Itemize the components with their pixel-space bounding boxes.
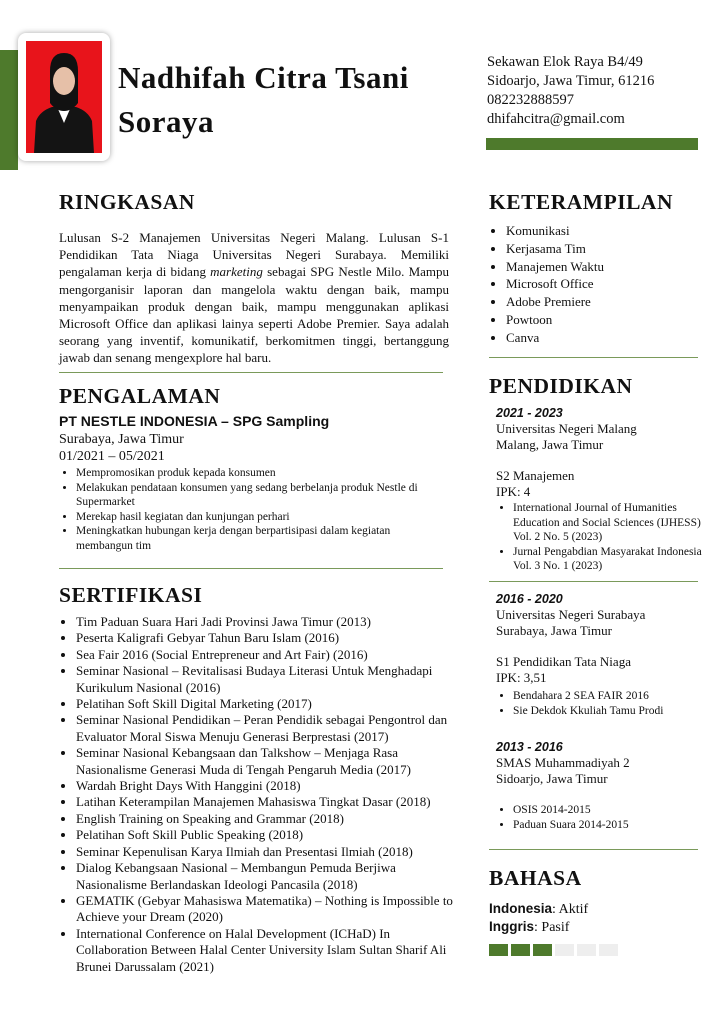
list-item: • Dialog Kebangsaan Nasional – Membangun Pemuda Berjiwa Nasionalisme Berlandaskan Ideologi Pancasila (2018): [76, 860, 461, 893]
list-item: • Seminar Nasional Pendidikan – Peran Pendidik sebagai Pengontrol dan Evaluator Moral Siswa Menuju Generasi Berprestasi (2017): [76, 712, 461, 745]
list-item: • Sea Fair 2016 (Social Entrepreneur and Art Fair) (2016): [76, 647, 461, 663]
education-heading: PENDIDIKAN: [489, 374, 633, 398]
left-accent-bar: [0, 50, 18, 170]
list-item: • Manajemen Waktu: [506, 258, 704, 276]
education-location: Malang, Jawa Timur: [496, 437, 604, 452]
summary-text-italic: marketing: [210, 264, 263, 280]
education-location: Surabaya, Jawa Timur: [496, 623, 612, 638]
header-accent-bar: [486, 138, 698, 150]
address-line-1: Sekawan Elok Raya B4/49: [487, 54, 643, 70]
profile-photo: [26, 41, 102, 153]
name-line-1: Nadhifah Citra Tsani: [118, 60, 409, 95]
divider: [59, 568, 443, 569]
education-school: Universitas Negeri Surabaya: [496, 607, 646, 622]
skills-heading: KETERAMPILAN: [489, 190, 673, 214]
list-item: • Meningkatkan hubungan kerja dengan berpartisipasi dalam kegiatan membangun tim: [76, 524, 449, 553]
list-item: • Tim Paduan Suara Hari Jadi Provinsi Jawa Timur (2013): [76, 614, 461, 630]
education-period: 2013 - 2016: [496, 740, 563, 754]
proficiency-segment: [555, 944, 574, 956]
list-item: • Merekap hasil kegiatan dan kunjungan perhari: [76, 510, 449, 525]
education-gpa: IPK: 4: [496, 484, 531, 499]
list-item: • Adobe Premiere: [506, 293, 704, 311]
list-item: • OSIS 2014-2015: [513, 803, 706, 818]
list-item: • Bendahara 2 SEA FAIR 2016: [513, 689, 706, 704]
list-item: • Sie Dekdok Kkuliah Tamu Prodi: [513, 704, 706, 719]
skills-section: [489, 190, 704, 347]
education-gpa: IPK: 3,51: [496, 670, 547, 685]
full-name: [118, 56, 409, 144]
list-item: • Seminar Nasional Kebangsaan dan Talkshow – Menjaga Rasa Nasionalisme Generasi Muda di Tengah Pengaruh Media (2017): [76, 745, 461, 778]
education-entry: [496, 591, 706, 718]
list-item: • Paduan Suara 2014-2015: [513, 818, 706, 833]
list-item: • Mempromosikan produk kepada konsumen: [76, 466, 449, 481]
contact-block: [487, 53, 654, 129]
list-item: • Powtoon: [506, 311, 704, 329]
list-item: • English Training on Speaking and Grammar (2018): [76, 811, 461, 827]
experience-heading: PENGALAMAN: [59, 384, 221, 408]
phone-number: 082232888597: [487, 92, 574, 108]
summary-section: [59, 190, 449, 367]
list-item: • Seminar Kepenulisan Karya Ilmiah dan Presentasi Ilmiah (2018): [76, 844, 461, 860]
education-achievements: [496, 501, 706, 574]
education-achievements: [496, 689, 706, 718]
job-period: 01/2021 – 05/2021: [59, 449, 165, 464]
education-school: SMAS Muhammadiyah 2: [496, 755, 630, 770]
certification-heading: SERTIFIKASI: [59, 583, 203, 607]
profile-photo-frame: [18, 33, 110, 161]
list-item: • Microsoft Office: [506, 275, 704, 293]
skills-list: [489, 222, 704, 347]
summary-heading: RINGKASAN: [59, 190, 195, 214]
education-period: 2021 - 2023: [496, 406, 563, 420]
job-duties: [59, 466, 449, 553]
list-item: • GEMATIK (Gebyar Mahasiswa Matematika) – Nothing is Impossible to Achieve your Dream (2020): [76, 893, 461, 926]
education-degree: S1 Pendidikan Tata Niaga: [496, 654, 631, 669]
summary-text-part1: Lulusan S-2 Manajemen Universitas Negeri Malang. Lulusan S-1 Pendidikan Tata Niaga Universitas Negeri Surabaya. Memiliki pengalaman kerja di bidang: [59, 230, 449, 280]
list-item: • Pelatihan Soft Skill Public Speaking (2018): [76, 827, 461, 843]
list-item: • Melakukan pendataan konsumen yang sedang berbelanja produk Nestle di Supermarket: [76, 481, 449, 510]
language-level: Pasif: [541, 920, 570, 935]
name-line-2: Soraya: [118, 104, 214, 139]
divider: [489, 357, 698, 358]
language-section: [489, 866, 704, 936]
proficiency-segment: [511, 944, 530, 956]
education-entry: [496, 405, 706, 574]
language-row: Indonesia: Aktif: [489, 901, 589, 917]
list-item: • Pelatihan Soft Skill Digital Marketing (2017): [76, 696, 461, 712]
address-line-2: Sidoarjo, Jawa Timur, 61216: [487, 73, 655, 89]
education-location: Sidoarjo, Jawa Timur: [496, 771, 608, 786]
education-entry: [496, 739, 706, 832]
education-section: [489, 374, 704, 399]
certification-list: [59, 614, 461, 975]
education-school: Universitas Negeri Malang: [496, 421, 637, 436]
list-item: • Komunikasi: [506, 222, 704, 240]
certification-section: [59, 583, 461, 975]
education-achievements: [496, 803, 706, 832]
divider: [489, 849, 698, 850]
education-period: 2016 - 2020: [496, 592, 563, 606]
job-location: Surabaya, Jawa Timur: [59, 432, 184, 447]
summary-text: [59, 229, 449, 367]
education-degree: S2 Manajemen: [496, 468, 575, 483]
language-level: Aktif: [558, 902, 589, 917]
language-name: Inggris: [489, 919, 535, 934]
proficiency-segment: [577, 944, 596, 956]
proficiency-segment: [533, 944, 552, 956]
summary-text-part2: sebagai SPG Nestle Milo. Mampu mengorganisir laporan dan mangelola waktu dengan baik, mampu menyampaikan produk dengan baik, mampu menggunakan aplikasi Microsoft Office dan aplikasi lainya seperti Adobe Premier. Saya adalah seorang yang inventif, komunikatif, berkomitmen tinggi, bertanggung jawab dan senang mengexplore hal baru.: [59, 264, 450, 366]
language-heading: BAHASA: [489, 866, 582, 890]
language-name: Indonesia: [489, 901, 553, 916]
experience-section: [59, 384, 449, 553]
list-item: • Latihan Keterampilan Manajemen Mahasiswa Tingkat Dasar (2018): [76, 794, 461, 810]
list-item: • Kerjasama Tim: [506, 240, 704, 258]
list-item: • Jurnal Pengabdian Masyarakat Indonesia Vol. 3 No. 1 (2023): [513, 545, 706, 574]
proficiency-segment: [599, 944, 618, 956]
job-title: PT NESTLE INDONESIA – SPG Sampling: [59, 413, 330, 429]
email-address: dhifahcitra@gmail.com: [487, 111, 625, 127]
divider: [489, 581, 698, 582]
list-item: • Peserta Kaligrafi Gebyar Tahun Baru Islam (2016): [76, 630, 461, 646]
divider: [59, 372, 443, 373]
list-item: • Seminar Nasional – Revitalisasi Budaya Literasi Untuk Menghadapi Kurikulum Nasional (2016): [76, 663, 461, 696]
list-item: • Canva: [506, 329, 704, 347]
proficiency-segment: [489, 944, 508, 956]
list-item: • International Journal of Humanities Education and Social Sciences (IJHESS) Vol. 2 No. 5 (2023): [513, 501, 706, 545]
language-row: Inggris: Pasif: [489, 919, 570, 935]
list-item: • International Conference on Halal Development (ICHaD) In Collaboration Between Halal Center University Islam Sultan Sharif Ali Brunei Darussalam (2021): [76, 926, 461, 975]
list-item: • Wardah Bright Days With Hanggini (2018): [76, 778, 461, 794]
